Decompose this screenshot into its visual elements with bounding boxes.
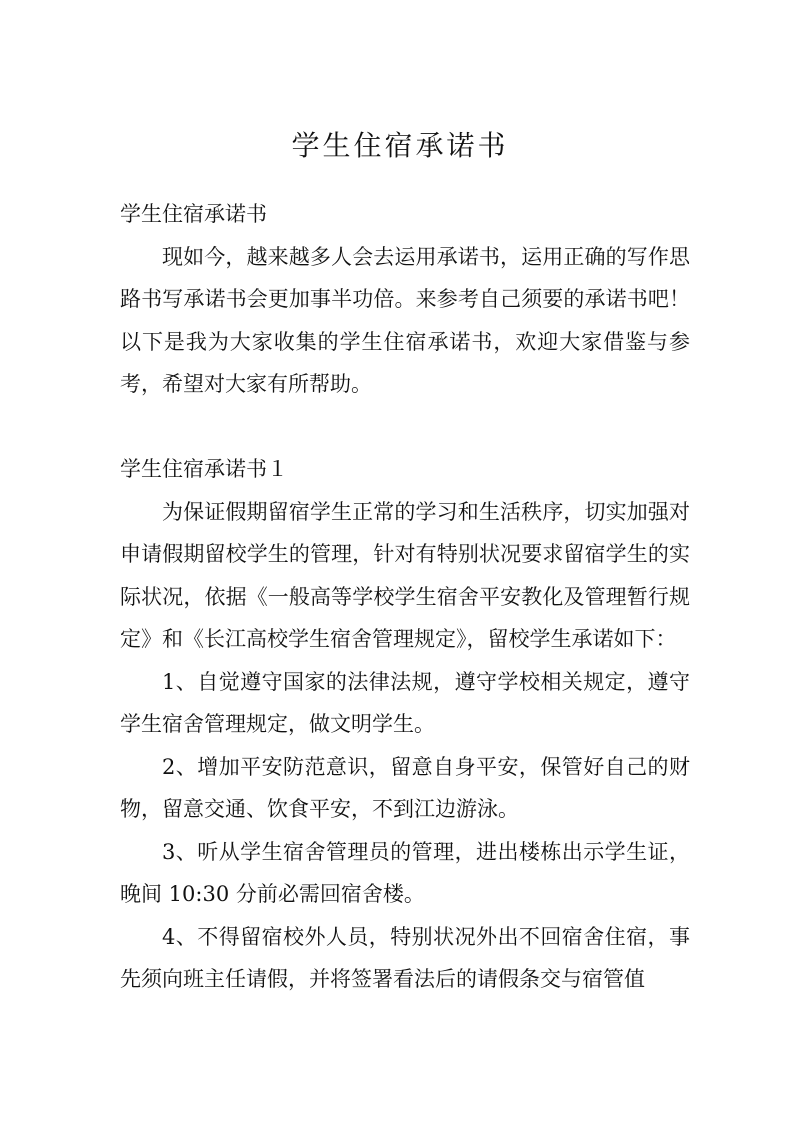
section-heading: 学生住宿承诺书 (120, 202, 267, 226)
commitment-item-2: 2、增加平安防范意识，留意自身平安，保管好自己的财物，留意交通、饮食平安，不到江边游泳。 (120, 754, 690, 821)
intro-paragraph: 现如今，越来越多人会去运用承诺书，运用正确的写作思路书写承诺书会更加事半功倍。来参考自己须要的承诺书吧！以下是我为大家收集的学生住宿承诺书，欢迎大家借鉴与参考，希望对大家有所帮助。 (120, 244, 690, 396)
document-title: 学生住宿承诺书 (291, 129, 509, 162)
commitment-item-3: 3、听从学生宿舍管理员的管理，进出楼栋出示学生证，晚间 10:30 分前必需回宿舍楼。 (120, 839, 690, 906)
document-body (120, 193, 690, 1001)
commitment-item-1: 1、自觉遵守国家的法律法规，遵守学校相关规定，遵守学生宿舍管理规定，做文明学生。 (120, 669, 690, 736)
commitment-item-4: 4、不得留宿校外人员，特别状况外出不回宿舍住宿，事先须向班主任请假，并将签署看法后的请假条交与宿管值 (120, 924, 690, 991)
section1-intro-paragraph: 为保证假期留宿学生正常的学习和生活秩序，切实加强对申请假期留校学生的管理，针对有特别状况要求留宿学生的实际状况，依据《一般高等学校学生宿舍平安教化及管理暂行规定》和《长江高校学生宿舍管理规定》，留校学生承诺如下： (120, 499, 690, 651)
paragraph-spacer (120, 406, 690, 449)
section1-heading: 学生住宿承诺书１ (120, 457, 288, 481)
